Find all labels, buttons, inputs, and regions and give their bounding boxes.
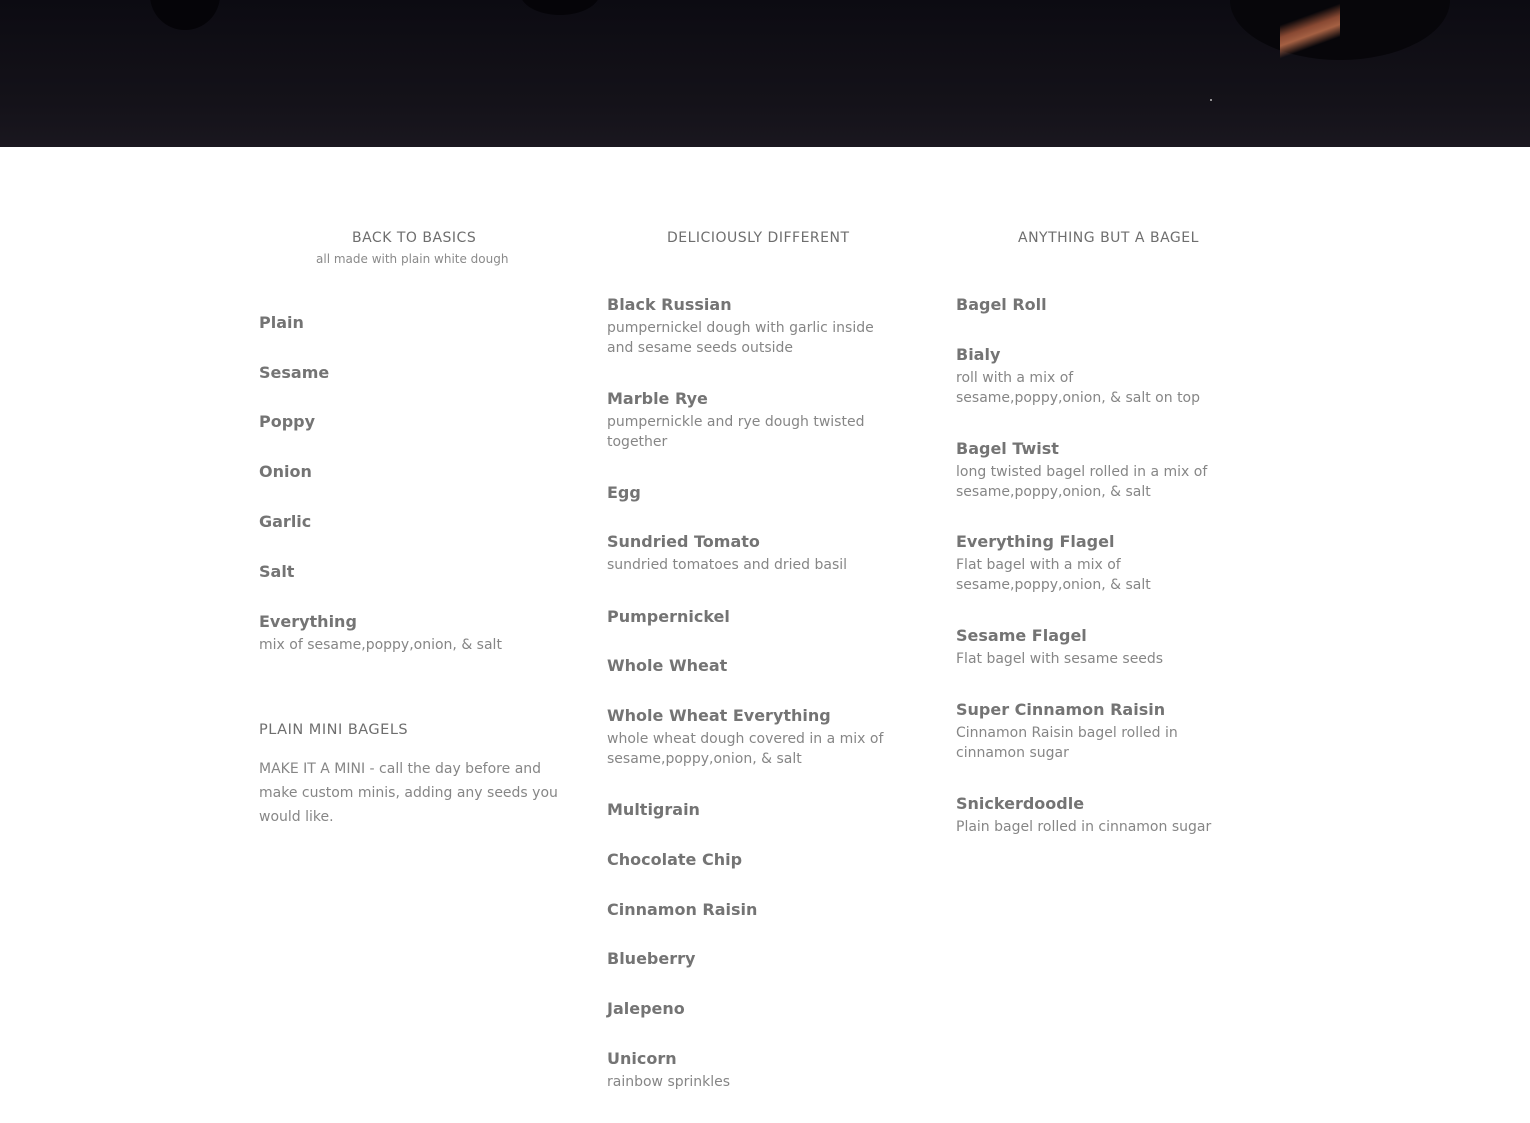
- hero-shadow-shape: [150, 0, 220, 30]
- menu-item-name: Blueberry: [607, 949, 696, 968]
- menu-item-description: rainbow sprinkles: [607, 1074, 731, 1090]
- menu-item-name: Salt: [259, 562, 295, 581]
- menu-item-name: Super Cinnamon Raisin: [956, 700, 1166, 719]
- menu-item: [259, 313, 579, 333]
- menu-item: [607, 949, 927, 969]
- menu-item: [956, 700, 1206, 763]
- menu-item: [956, 295, 1276, 315]
- menu-item-description: roll with a mix of sesame,poppy,onion, & salt on top: [956, 370, 1201, 406]
- menu-item-name: Egg: [607, 483, 641, 502]
- menu-item-name: Sesame Flagel: [956, 626, 1087, 645]
- menu-item-name: Whole Wheat: [607, 656, 728, 675]
- menu-item: [259, 462, 579, 482]
- menu-item: [607, 800, 927, 820]
- menu-item-description: whole wheat dough covered in a mix of sesame,poppy,onion, & salt: [607, 731, 884, 767]
- hero-banner-image: [0, 0, 1530, 147]
- mini-bagels-text: MAKE IT A MINI - call the day before and make custom minis, adding any seeds you would like.: [259, 761, 558, 825]
- menu-item-name: Pumpernickel: [607, 607, 730, 626]
- menu-item-description: sundried tomatoes and dried basil: [607, 557, 848, 573]
- menu-item-name: Marble Rye: [607, 389, 708, 408]
- menu-item: [259, 412, 579, 432]
- column-heading: BACK TO BASICS: [352, 230, 477, 246]
- mini-bagels-heading: PLAIN MINI BAGELS: [259, 722, 409, 738]
- menu-item: [956, 439, 1236, 502]
- menu-item-name: Bagel Roll: [956, 295, 1047, 314]
- menu-item-name: Everything: [259, 612, 357, 631]
- menu-item: [607, 999, 927, 1019]
- menu-item-name: Bialy: [956, 345, 1001, 364]
- menu-item-name: Whole Wheat Everything: [607, 706, 831, 725]
- menu-item-description: Flat bagel with sesame seeds: [956, 651, 1164, 667]
- menu-item-name: Poppy: [259, 412, 316, 431]
- menu-item: [259, 562, 579, 582]
- column-subheading: all made with plain white dough: [316, 252, 509, 266]
- menu-item-name: Sundried Tomato: [607, 532, 760, 551]
- menu-item-description: pumpernickle and rye dough twisted together: [607, 414, 865, 450]
- menu-item-name: Garlic: [259, 512, 312, 531]
- menu-item-name: Onion: [259, 462, 312, 481]
- hero-crumbs-decoration: [1280, 0, 1340, 62]
- menu-item-description: Plain bagel rolled in cinnamon sugar: [956, 819, 1212, 835]
- menu-item-name: Multigrain: [607, 800, 700, 819]
- menu-item-description: long twisted bagel rolled in a mix of sesame,poppy,onion, & salt: [956, 464, 1208, 500]
- menu-item: [607, 295, 887, 358]
- menu-item-name: Jalepeno: [607, 999, 685, 1018]
- menu-item: [259, 612, 579, 656]
- menu-item: [607, 850, 927, 870]
- menu-item-description: Flat bagel with a mix of sesame,poppy,onion, & salt: [956, 557, 1151, 593]
- hero-dot: [1210, 99, 1212, 101]
- menu-item-name: Plain: [259, 313, 304, 332]
- menu-item: [607, 900, 927, 920]
- menu-item: [607, 706, 887, 769]
- hero-shadow-shape: [1230, 0, 1450, 60]
- menu-item-name: Bagel Twist: [956, 439, 1059, 458]
- hero-shadow-shape: [520, 0, 600, 15]
- menu-item: [956, 626, 1276, 670]
- menu-item: [607, 483, 927, 503]
- menu-item-name: Unicorn: [607, 1049, 677, 1068]
- menu-item: [956, 345, 1226, 408]
- menu-item: [259, 363, 579, 383]
- menu-item: [607, 1049, 927, 1093]
- menu-item: [956, 532, 1176, 595]
- menu-item: [607, 607, 927, 627]
- menu-item: [259, 512, 579, 532]
- menu-item: [607, 389, 887, 452]
- menu-item-description: mix of sesame,poppy,onion, & salt: [259, 637, 502, 653]
- menu-item-name: Black Russian: [607, 295, 732, 314]
- menu-item-name: Chocolate Chip: [607, 850, 743, 869]
- menu-item-name: Cinnamon Raisin: [607, 900, 758, 919]
- menu-item: [956, 794, 1276, 838]
- column-heading: ANYTHING BUT A BAGEL: [1018, 230, 1199, 246]
- menu-item: [607, 532, 927, 576]
- menu-item-name: Snickerdoodle: [956, 794, 1085, 813]
- menu-item-name: Sesame: [259, 363, 330, 382]
- menu-item: [607, 656, 927, 676]
- menu-item-description: Cinnamon Raisin bagel rolled in cinnamon sugar: [956, 725, 1178, 761]
- menu-item-description: pumpernickel dough with garlic inside and sesame seeds outside: [607, 320, 874, 356]
- column-heading: DELICIOUSLY DIFFERENT: [667, 230, 850, 246]
- menu-item-name: Everything Flagel: [956, 532, 1115, 551]
